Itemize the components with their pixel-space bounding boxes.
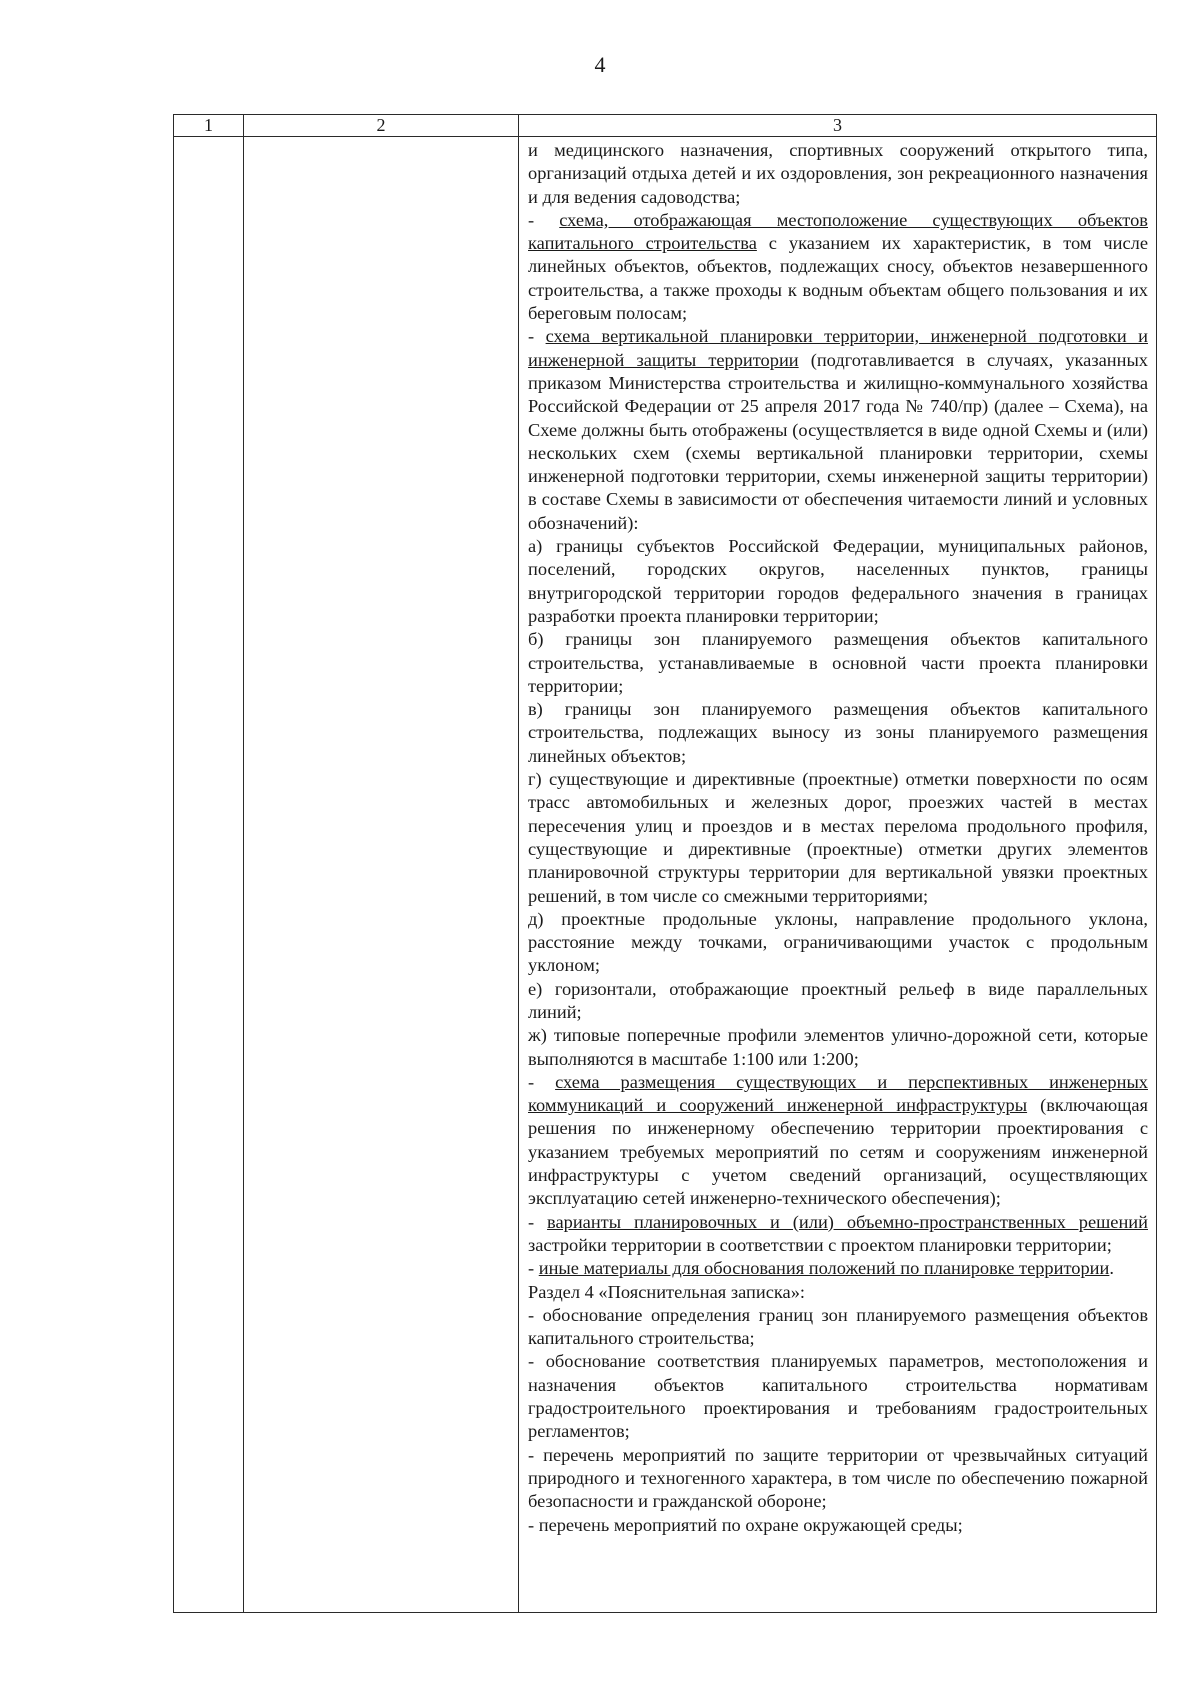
paragraph: [528, 1071, 1148, 1211]
underlined-text: схема размещения существующих и перспективных инженерных коммуникаций и сооружений инженерной инфраструктуры: [528, 1071, 1148, 1116]
paragraph: [528, 1281, 1148, 1304]
document-table: [173, 114, 1157, 1613]
page-number: 4: [594, 52, 606, 77]
paragraph: [528, 1444, 1148, 1514]
text-run: а) границы субъектов Российской Федерации, муниципальных районов, поселений, городских округов, населенных пунктов, границы внутригородской территории городов федерального значения в границах разработки проекта планировки территории;: [528, 536, 1148, 626]
text-run: с указанием их характеристик, в том числе линейных объектов, объектов, подлежащих сносу, объектов незавершенного строительства, а также проходы к водным объектам общего пользования и их береговым полосам;: [528, 233, 1148, 324]
text-run: - обоснование соответствия планируемых параметров, местоположения и назначения объектов капитального строительства нормативам градостроительного проектирования и требованиям градостроительных регламентов;: [528, 1351, 1148, 1442]
paragraph: [528, 698, 1148, 768]
text-run: -: [528, 209, 560, 230]
text-run: -: [528, 326, 546, 347]
paragraph: [528, 535, 1148, 628]
paragraph: [528, 1257, 1148, 1280]
paragraph: [528, 139, 1148, 209]
paragraph: [528, 1024, 1148, 1071]
header-cell-1: 1: [174, 115, 244, 137]
paragraph: [528, 209, 1148, 325]
column-3-cell: [519, 137, 1157, 1613]
paragraph: [528, 768, 1148, 908]
text-run: Раздел 4 «Пояснительная записка»:: [528, 1281, 806, 1302]
text-run: -: [528, 1258, 539, 1279]
column-2-cell: [244, 137, 519, 1613]
table-row: [174, 137, 1157, 1613]
text-run: - перечень мероприятий по защите территории от чрезвычайных ситуаций природного и техногенного характера, в том числе по обеспечению пожарной безопасности и гражданской обороне;: [528, 1444, 1148, 1512]
text-run: .: [1109, 1258, 1114, 1279]
paragraph: [528, 628, 1148, 698]
paragraph: [528, 325, 1148, 535]
paragraph: [528, 908, 1148, 978]
underlined-text: варианты планировочных и (или) объемно-пространственных решений: [547, 1211, 1148, 1232]
text-run: -: [528, 1071, 556, 1092]
column-1-cell: [174, 137, 244, 1613]
text-run: (включающая решения по инженерному обеспечению территории проектирования с указанием требуемых мероприятий по сетям и сооружениям инженерной инфраструктуры с учетом сведений организаций, осуществляющих эксплуатацию сетей инженерно-технического обеспечения);: [528, 1095, 1148, 1209]
text-run: в) границы зон планируемого размещения объектов капитального строительства, подлежащих выносу из зоны планируемого размещения линейных объектов;: [528, 699, 1148, 766]
header-cell-2: 2: [244, 115, 519, 137]
table-header-row: [174, 115, 1157, 137]
text-run: -: [528, 1211, 548, 1232]
text-run: (подготавливается в случаях, указанных приказом Министерства строительства и жилищно-коммунального хозяйства Российской Федерации от 25 апреля 2017 года № 740/пр) (далее – Схема), на Схеме должны быть отображены (осуществляется в виде одной Схемы и (или) нескольких схем (схемы вертикальной планировки территории, схемы инженерной подготовки территории, схемы инженерной защиты территории) в составе Схемы в зависимости от обеспечения читаемости линий и условных обозначений):: [528, 349, 1148, 533]
underlined-text: схема вертикальной планировки территории, инженерной подготовки и инженерной защиты территории: [528, 326, 1148, 370]
text-run: д) проектные продольные уклоны, направление продольного уклона, расстояние между точками, ограничивающими участок с продольным уклоном;: [528, 908, 1148, 976]
text-run: б) границы зон планируемого размещения объектов капитального строительства, устанавливаемые в основной части проекта планировки территории;: [528, 629, 1148, 696]
paragraph: [528, 1211, 1148, 1258]
paragraph: [528, 1350, 1148, 1443]
text-run: - перечень мероприятий по охране окружающей среды;: [528, 1514, 963, 1535]
paragraph: [528, 1514, 1148, 1537]
text-run: - обоснование определения границ зон планируемого размещения объектов капитального строительства;: [528, 1304, 1148, 1349]
text-run: ж) типовые поперечные профили элементов улично-дорожной сети, которые выполняются в масштабе 1:100 или 1:200;: [528, 1025, 1148, 1069]
underlined-text: схема, отображающая местоположение существующих объектов капитального строительства: [528, 209, 1148, 254]
text-run: г) существующие и директивные (проектные) отметки поверхности по осям трасс автомобильных и железных дорог, проезжих частей в местах пересечения улиц и проездов и в местах перелома продольного профиля, существующие и директивные (проектные) отметки других элементов планировочной структуры территории для вертикальной увязки проектных решений, в том числе со смежными территориями;: [528, 769, 1148, 906]
underlined-text: иные материалы для обоснования положений по планировке территории: [538, 1258, 1110, 1279]
text-run: застройки территории в соответствии с проектом планировки территории;: [528, 1234, 1112, 1255]
paragraph: [528, 1304, 1148, 1351]
text-run: е) горизонтали, отображающие проектный рельеф в виде параллельных линий;: [528, 978, 1148, 1022]
paragraph: [528, 978, 1148, 1025]
header-cell-3: 3: [519, 115, 1157, 137]
text-run: и медицинского назначения, спортивных сооружений открытого типа, организаций отдыха детей и их оздоровления, зон рекреационного назначения и для ведения садоводства;: [528, 140, 1148, 207]
